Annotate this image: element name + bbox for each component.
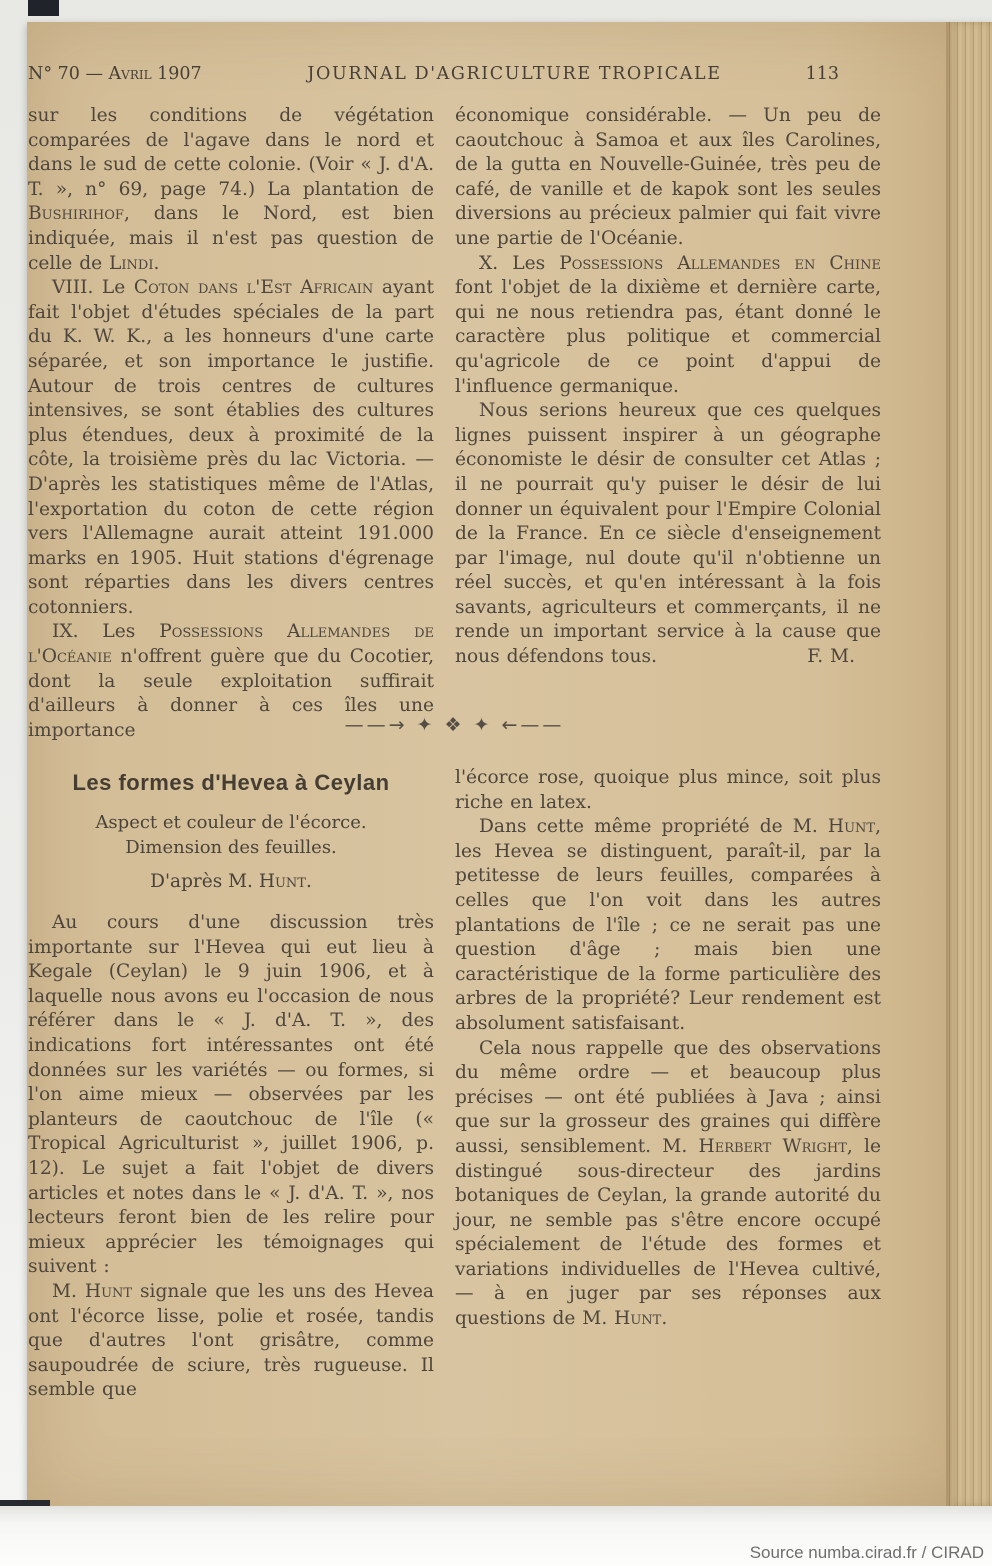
text-run: n'offrent guère que du Cocotier, dont la seule exploitation suffirait d'ailleurs à donner à ces îles une importance bbox=[28, 646, 434, 741]
text-run: IX. Les bbox=[52, 621, 160, 643]
text-run: , les Hevea se distinguent, paraît-il, par la petitesse de leurs feuilles, comparées à celles que l'on voit dans les autres plantations de l'île ; ce ne serait pas une question d'âge ; mais bien une caractéristique de la forme particulière des arbres de la propriété? Leur rendement est absolument satisfaisant. bbox=[455, 816, 881, 1034]
page-header bbox=[28, 64, 881, 84]
small-caps-text: Lindi bbox=[109, 252, 154, 274]
article2-right-column bbox=[455, 766, 881, 1403]
text-run: Cela nous rappelle que des observations du même ordre — et beaucoup plus précises — ont été publiées à Java ; ainsi que sur la grosseur des graines qui diffère aussi, sensiblement. M. bbox=[455, 1037, 881, 1157]
text-run: font l'objet de la dixième et dernière carte, qui ne nous retiendra pas, étant donné le caractère plus politique et commercial qu'agricole de ce point d'appui de l'influence germanique. bbox=[455, 277, 881, 397]
text-run: Dans cette même propriété de M. bbox=[479, 816, 828, 838]
page-number: 113 bbox=[805, 64, 839, 84]
paragraph bbox=[455, 1037, 881, 1332]
source-attribution: Source numba.cirad.fr / CIRAD bbox=[749, 1543, 984, 1562]
text-run: ayant fait l'objet d'études spéciales de la part du K. W. K., a les honneurs d'une carte séparée, et son importance le justifie. Autour de trois centres de cultures intensives, se sont établies des cultures plus étendues, deux à proximité de la côte, la troisième près du lac Victoria. — D'après les statistiques même de l'Atlas, l'exportation du coton de cette région vers l'Allemagne aurait atteint 191.000 marks en 1905. Huit stations d'égrenage sont réparties dans les divers centres cotonniers. bbox=[28, 277, 434, 618]
small-caps-text: Avril bbox=[108, 64, 152, 84]
text-run: Au cours d'une discussion très importante sur l'Hevea qui eut lieu à Kegale (Ceylan) le 9 juin 1906, et à laquelle nous avons eu l'occasion de nous référer dans le « J. d'A. T. », des indications fort intéressantes ont été données sur les variétés — ou formes, si l'on aime mieux — observées par les planteurs de caoutchouc de l'île (« Tropical Agriculturist », juillet 1906, p. 12). Le sujet a fait l'objet de divers articles et notes dans le « J. d'A. T. », nos lecteurs feront bien de les relire pour mieux apprécier les témoignages qui suivent : bbox=[28, 912, 434, 1278]
paragraph bbox=[28, 1280, 434, 1403]
paragraph bbox=[455, 104, 881, 252]
paragraph bbox=[455, 766, 881, 815]
article-hevea-ceylan bbox=[28, 766, 881, 1403]
text-run: sur les conditions de végétation comparées de l'agave dans le nord et dans le sud de cette colonie. (Voir « J. d'A. T. », n° 69, page 74.) La plantation de bbox=[28, 105, 434, 200]
text-run: M. bbox=[52, 1280, 85, 1302]
paragraph bbox=[28, 276, 434, 620]
text-run: . bbox=[661, 1308, 668, 1330]
text-run: VIII. Le bbox=[52, 277, 134, 299]
ornament-divider: ——→ ✦ ❖ ✦ ←—— bbox=[344, 714, 565, 736]
text-run: N° 70 — bbox=[28, 64, 109, 84]
small-caps-text: de l'Océanie bbox=[28, 621, 434, 668]
signature-text: F. M. bbox=[807, 646, 855, 668]
small-caps-text: Hunt bbox=[614, 1308, 662, 1330]
article2-heading bbox=[28, 770, 434, 892]
paragraph bbox=[455, 399, 881, 670]
small-caps-text: Hunt bbox=[827, 816, 876, 838]
article-atlas-colonial bbox=[28, 104, 881, 743]
article1-right-column bbox=[455, 104, 881, 743]
paragraph bbox=[455, 252, 881, 400]
paragraph bbox=[455, 815, 881, 1036]
article2-title: Les formes d'Hevea à Ceylan bbox=[72, 770, 390, 795]
small-caps-text: Bushirihof bbox=[28, 203, 124, 225]
text-run: . bbox=[153, 252, 160, 274]
text-run: . bbox=[305, 871, 312, 892]
small-caps-text: Possessions Allemandes en Chine bbox=[559, 252, 881, 274]
article2-left-paragraphs bbox=[28, 911, 434, 1403]
article2-subtitle-1: Aspect et couleur de l'écorce. bbox=[95, 812, 367, 833]
small-caps-text: Coton dans l'Est Africain bbox=[133, 277, 374, 299]
scanner-clamp-top bbox=[28, 0, 59, 16]
text-run: , dans le Nord, est bien indiquée, mais il n'est pas question de celle de bbox=[28, 203, 434, 274]
book-fore-edge bbox=[946, 22, 992, 1506]
text-run: X. Les bbox=[479, 252, 560, 274]
text-run: économique considérable. — Un peu de caoutchouc à Samoa et aux îles Carolines, de la gutta en Nouvelle-Guinée, très peu de café, de vanille et de kapok sont les seules diversions au précieux palmier qui fait vivre une partie de l'Océanie. bbox=[455, 105, 881, 249]
text-run: , le distingué sous-directeur des jardins botaniques de Ceylan, la grande autorité du jour, ne semble pas s'être encore occupé spécialement de l'étude des formes et variations individuelles de l'Hevea cultivé, — à en juger par ses réponses aux questions de M. bbox=[455, 1135, 881, 1330]
text-run: signale que les uns des Hevea ont l'écorce lisse, polie et rosée, tandis que d'autres l'ont grisâtre, comme saupoudrée de sciure, très rugueuse. Il semble que bbox=[28, 1280, 434, 1401]
paragraph bbox=[28, 104, 434, 276]
issue-number bbox=[28, 64, 278, 84]
text-run bbox=[390, 621, 414, 642]
text-run: 1907 bbox=[151, 64, 202, 84]
small-caps-text: Possessions Allemandes bbox=[159, 621, 391, 643]
text-run: Nous serions heureux que ces quelques lignes puissent inspirer à un géographe économiste le désir de consulter cet Atlas ; il ne pourrait qu'y puiser le désir de lui donner un équivalent pour l'Empire Colonial de la France. En ce siècle d'enseignement par l'image, nul doute qu'il n'obtienne un réel succès, et qu'en intéressant à la fois savants, agriculteurs et commerçants, il ne rende un important service à la cause que nous défendons tous. bbox=[455, 400, 881, 668]
small-caps-text: Hunt bbox=[84, 1280, 133, 1302]
small-caps-text: Hunt bbox=[258, 871, 306, 892]
article2-left-column bbox=[28, 766, 434, 1403]
article1-left-column bbox=[28, 104, 434, 743]
article2-byline bbox=[28, 871, 434, 892]
article2-subtitle-2: Dimension des feuilles. bbox=[125, 837, 337, 858]
paragraph bbox=[28, 911, 434, 1280]
text-run: D'après M. bbox=[150, 871, 259, 892]
journal-title: JOURNAL D'AGRICULTURE TROPICALE bbox=[307, 64, 722, 84]
small-caps-text: Herbert Wright bbox=[698, 1135, 847, 1157]
text-run: l'écorce rose, quoique plus mince, soit plus riche en latex. bbox=[455, 767, 881, 813]
